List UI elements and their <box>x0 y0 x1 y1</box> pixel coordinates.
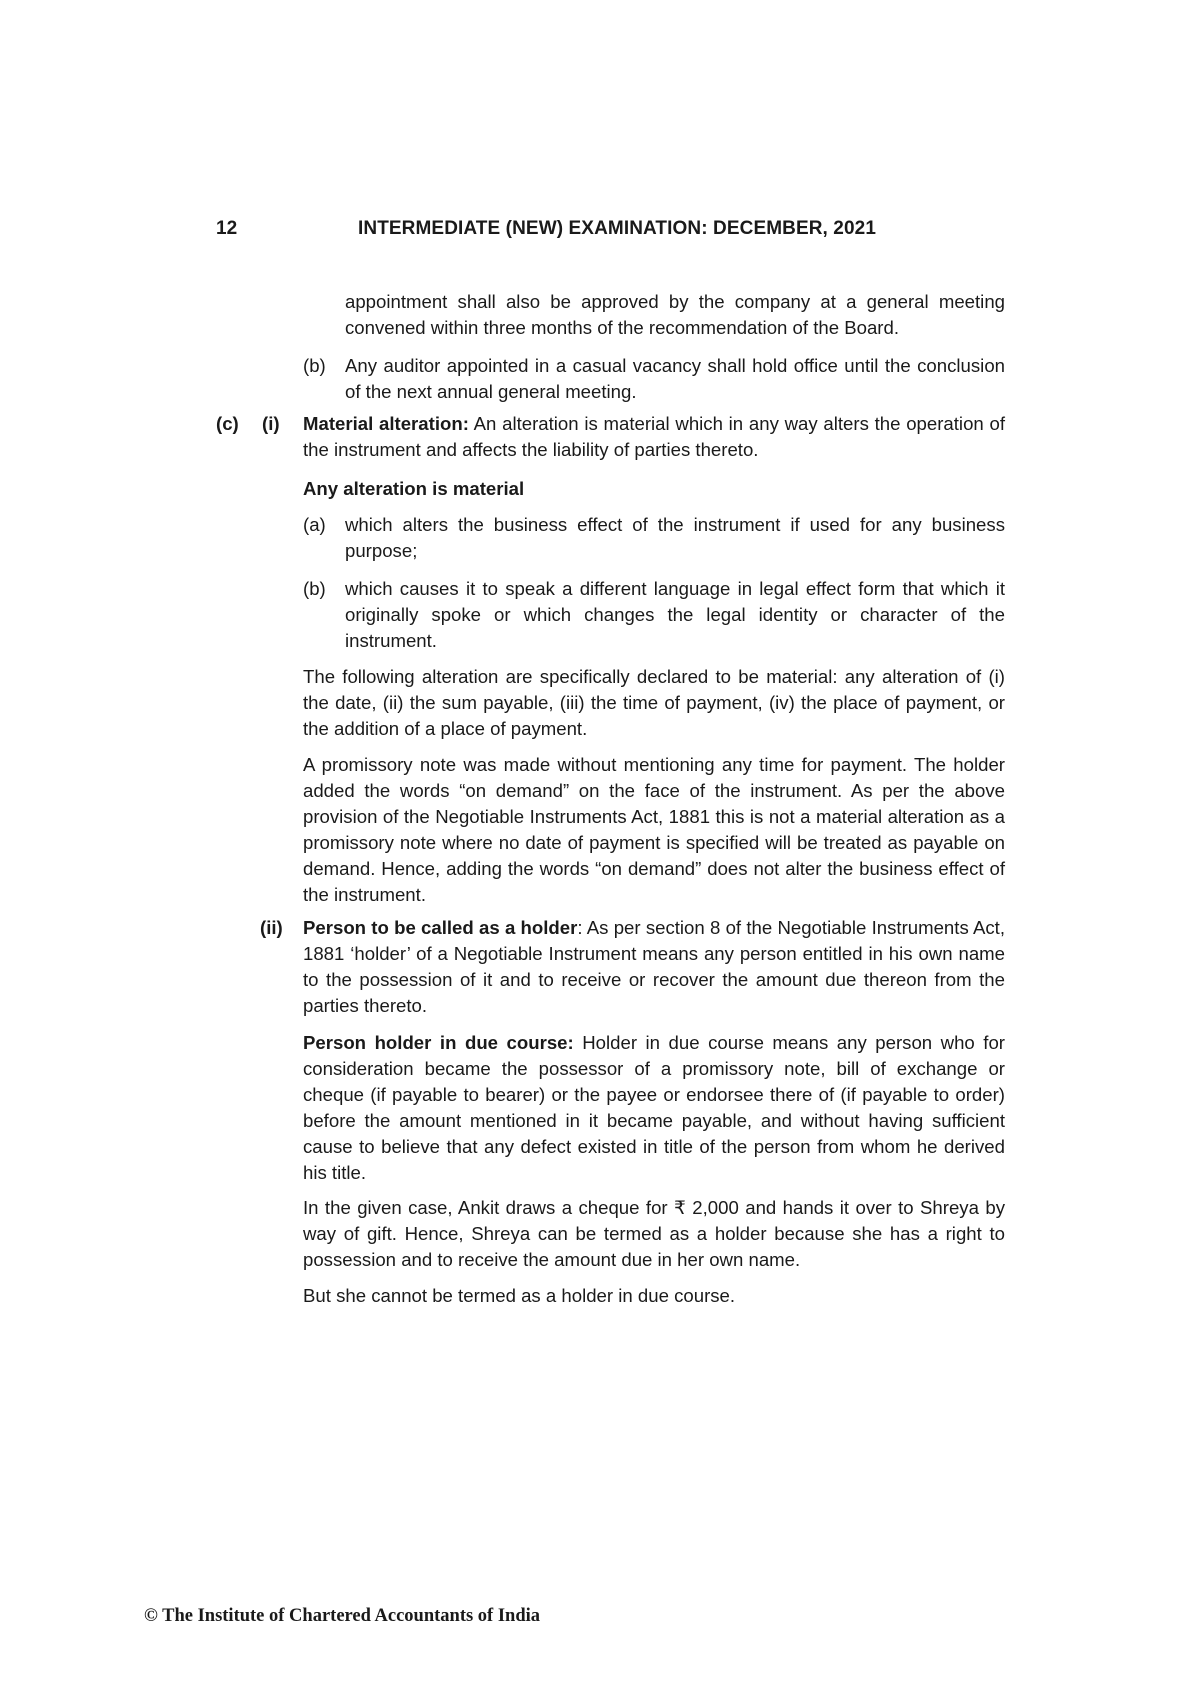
item-label-b-auditor: (b) <box>303 355 326 376</box>
promissory-note-paragraph: A promissory note was made without mentioning any time for payment. The holder added the words “on demand” on the face of the instrument. As per the above provision of the Negotiable Instruments Act, 1881 this is not a material alteration as a promissory note where no date of payment is specified will be treated as payable on demand. Hence, adding the words “on demand” does not alter the business effect of the instrument. <box>303 754 1005 905</box>
list-item-label-b: (b) <box>303 578 326 599</box>
page-header-title: INTERMEDIATE (NEW) EXAMINATION: DECEMBER, 2021 <box>358 218 876 239</box>
holder-paragraph <box>303 915 1005 1019</box>
list-item-a-text: which alters the business effect of the instrument if used for any business purpose; <box>345 514 1005 561</box>
holder-heading: Person to be called as a holder <box>303 917 578 938</box>
item-b-auditor-text: Any auditor appointed in a casual vacancy shall hold office until the conclusion of the next annual general meeting. <box>345 355 1005 402</box>
material-alteration-paragraph <box>303 411 1005 463</box>
footer-copyright: © The Institute of Chartered Accountants of India <box>144 1606 541 1626</box>
holder-in-due-course-heading: Person holder in due course: <box>303 1032 574 1053</box>
holder-text: : As per section 8 of the Negotiable Instruments Act, 1881 ‘holder’ of a Negotiable Instrument means any person entitled in his own name to the possession of it and to receive or recover the amount due thereon from the parties thereto. <box>303 917 1005 1016</box>
list-item-b-text: which causes it to speak a different language in legal effect form that which it originally spoke or which changes the legal identity or character of the instrument. <box>345 578 1005 651</box>
declared-material-paragraph: The following alteration are specifically declared to be material: any alteration of (i) the date, (ii) the sum payable, (iii) the time of payment, (iv) the place of payment, or the addition of a place of payment. <box>303 666 1005 739</box>
part-i-label: (i) <box>262 413 280 434</box>
material-alteration-text: An alteration is material which in any way alters the operation of the instrument and affects the liability of parties thereto. <box>303 413 1005 460</box>
material-alteration-heading: Material alteration: <box>303 413 469 434</box>
list-item-label-a: (a) <box>303 514 326 535</box>
part-ii-label: (ii) <box>260 917 283 938</box>
section-c-label: (c) <box>216 413 239 434</box>
any-alteration-subheading: Any alteration is material <box>303 478 525 499</box>
holder-in-due-course-text: Holder in due course means any person who for consideration became the possessor of a promissory note, bill of exchange or cheque (if payable to bearer) or the payee or endorsee there of (if payable to order) before the amount mentioned in it became payable, and without having sufficient cause to believe that any defect existed in title of the person from whom he derived his title. <box>303 1032 1005 1183</box>
holder-in-due-course-paragraph <box>303 1030 1005 1186</box>
page-number: 12 <box>216 218 238 239</box>
conclusion-paragraph: But she cannot be termed as a holder in due course. <box>303 1285 736 1306</box>
continuation-paragraph: appointment shall also be approved by the company at a general meeting convened within three months of the recommendation of the Board. <box>345 291 1005 338</box>
given-case-paragraph: In the given case, Ankit draws a cheque for ₹ 2,000 and hands it over to Shreya by way of gift. Hence, Shreya can be termed as a holder because she has a right to possession and to receive the amount due in her own name. <box>303 1197 1005 1270</box>
